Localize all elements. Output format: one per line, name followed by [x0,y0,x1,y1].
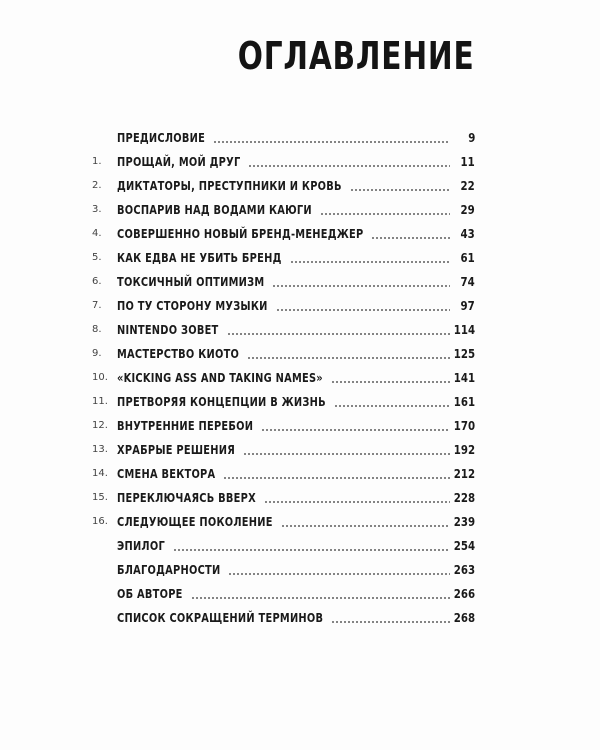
toc-entry-number: 14. [92,468,108,479]
toc-entry-number: 2. [92,180,102,191]
toc-entry-number: 10. [92,372,108,383]
dot-leader [243,453,450,455]
dot-leader [272,285,450,287]
toc-entry-page: 170 [453,419,475,433]
toc-entry-title: ПО ТУ СТОРОНУ МУЗЫКИ [117,299,268,313]
toc-entry-title: ОБ АВТОРЕ [117,587,183,601]
toc-entry-title: КАК ЕДВА НЕ УБИТЬ БРЕНД [117,251,282,265]
dot-leader [248,165,450,167]
toc-entry [0,488,600,512]
dot-leader [331,621,450,623]
toc-entry-page: 29 [460,203,475,217]
toc-entry-title: ЭПИЛОГ [117,539,165,553]
toc-entry-page: 263 [453,563,475,577]
toc-entry-title: NINTENDO ЗОВЕТ [117,323,219,337]
toc-entry-title: СОВЕРШЕННО НОВЫЙ БРЕНД-МЕНЕДЖЕР [117,227,364,241]
dot-leader [290,261,450,263]
toc-entry-page: 114 [453,323,475,337]
toc-entry [0,152,600,176]
toc-entry [0,320,600,344]
toc-entry-page: 254 [453,539,475,553]
toc-entry-page: 161 [453,395,475,409]
dot-leader [371,237,450,239]
toc-entry-page: 61 [460,251,475,265]
toc-entry-title: МАСТЕРСТВО КИОТО [117,347,240,361]
toc-entry [0,512,600,536]
toc-entry-page: 192 [453,443,475,457]
toc-entry-number: 7. [92,300,102,311]
toc-entry-title: «KICKING ASS AND TAKING NAMES» [117,371,323,385]
toc-entry-title: СМЕНА ВЕКТОРА [117,467,216,481]
toc-entry-page: 268 [453,611,475,625]
toc-entry-number: 5. [92,252,102,263]
table-of-contents [0,128,600,632]
toc-entry [0,272,600,296]
toc-entry-number: 11. [92,396,108,407]
dot-leader [213,141,450,143]
toc-entry-title: СПИСОК СОКРАЩЕНИЙ ТЕРМИНОВ [117,611,324,625]
toc-entry-number: 4. [92,228,102,239]
toc-entry [0,440,600,464]
toc-entry-page: 9 [467,131,475,145]
dot-leader [320,213,450,215]
dot-leader [228,573,450,575]
toc-entry-page: 22 [460,179,475,193]
toc-entry-title: ПРЕТВОРЯЯ КОНЦЕПЦИИ В ЖИЗНЬ [117,395,326,409]
dot-leader [223,477,450,479]
toc-entry-page: 228 [453,491,475,505]
dot-leader [261,429,450,431]
toc-entry-number: 16. [92,516,108,527]
dot-leader [247,357,450,359]
toc-entry-number: 15. [92,492,108,503]
toc-entry [0,416,600,440]
toc-entry-page: 239 [453,515,475,529]
dot-leader [191,597,450,599]
toc-entry-number: 13. [92,444,108,455]
dot-leader [334,405,450,407]
dot-leader [331,381,450,383]
toc-entry-title: ВНУТРЕННИЕ ПЕРЕБОИ [117,419,254,433]
toc-entry [0,392,600,416]
toc-entry [0,344,600,368]
toc-entry [0,536,600,560]
toc-entry-page: 43 [460,227,475,241]
toc-entry-title: БЛАГОДАРНОСТИ [117,563,221,577]
dot-leader [264,501,450,503]
toc-entry [0,584,600,608]
toc-entry [0,128,600,152]
dot-leader [276,309,450,311]
toc-entry-number: 9. [92,348,102,359]
toc-entry [0,608,600,632]
toc-entry-page: 212 [453,467,475,481]
dot-leader [227,333,451,335]
dot-leader [281,525,450,527]
toc-entry-page: 97 [460,299,475,313]
dot-leader [173,549,450,551]
toc-entry-title: ПРЕДИСЛОВИЕ [117,131,206,145]
toc-entry-title: СЛЕДУЮЩЕЕ ПОКОЛЕНИЕ [117,515,273,529]
toc-entry-page: 141 [453,371,475,385]
toc-entry [0,248,600,272]
toc-entry-title: ПРОЩАЙ, МОЙ ДРУГ [117,155,241,169]
toc-entry [0,368,600,392]
dot-leader [350,189,450,191]
toc-entry [0,224,600,248]
toc-entry-title: ДИКТАТОРЫ, ПРЕСТУПНИКИ И КРОВЬ [117,179,342,193]
toc-entry-number: 6. [92,276,102,287]
toc-entry-page: 74 [460,275,475,289]
toc-entry [0,176,600,200]
toc-entry [0,560,600,584]
toc-entry-title: ТОКСИЧНЫЙ ОПТИМИЗМ [117,275,265,289]
toc-entry-number: 1. [92,156,102,167]
toc-entry [0,200,600,224]
toc-entry-page: 125 [453,347,475,361]
toc-entry-number: 3. [92,204,102,215]
page-title: ОГЛАВЛЕНИЕ [238,34,475,78]
toc-entry-title: ПЕРЕКЛЮЧАЯСЬ ВВЕРХ [117,491,256,505]
toc-entry-page: 11 [460,155,475,169]
toc-entry-title: ХРАБРЫЕ РЕШЕНИЯ [117,443,236,457]
toc-entry-number: 12. [92,420,108,431]
toc-entry [0,464,600,488]
toc-entry-page: 266 [453,587,475,601]
toc-entry-title: ВОСПАРИВ НАД ВОДАМИ КАЮГИ [117,203,312,217]
toc-entry [0,296,600,320]
toc-entry-number: 8. [92,324,102,335]
